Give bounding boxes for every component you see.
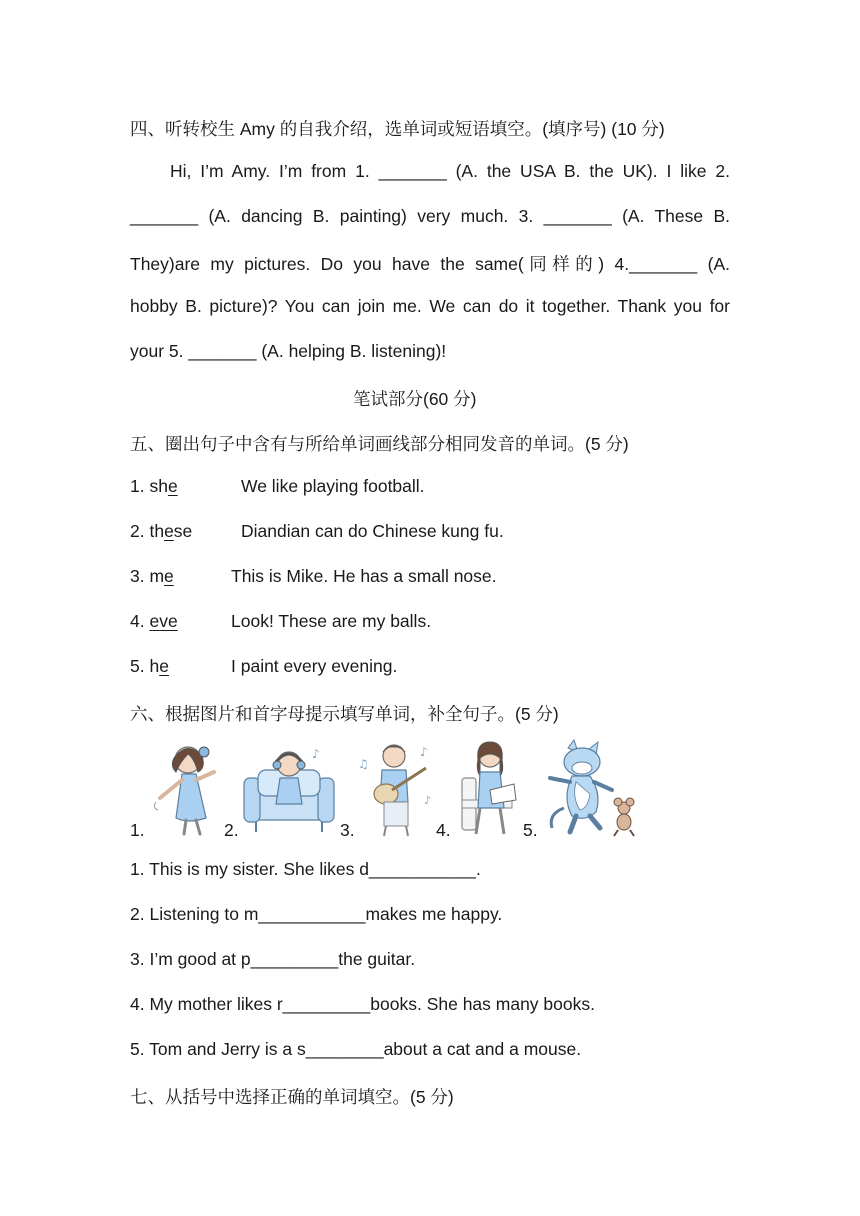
section-7-heading: 七、从括号中选择正确的单词填空。(5 分) xyxy=(130,1087,454,1107)
phonics-sentence: Diandian can do Chinese kung fu. xyxy=(241,521,504,541)
section-4-heading: 四、听转校生 Amy 的自我介绍，选单词或短语填空。(填序号) (10 分) xyxy=(130,119,665,139)
picture-number: 2. xyxy=(224,820,239,840)
woman-reading-icon xyxy=(456,738,522,838)
phonics-item-3 xyxy=(130,566,730,590)
fill-sentence-2: 2. Listening to m___________makes me happy. xyxy=(130,904,503,924)
fill-sentence-4: 4. My mother likes r_________books. She has many books. xyxy=(130,994,595,1014)
fill-sentence-1: 1. This is my sister. She likes d___________. xyxy=(130,859,481,879)
given-word: 4. eve xyxy=(130,611,178,631)
passage-line-2: _______ (A. dancing B. painting) very much. 3. _______ (A. These B. xyxy=(130,206,730,226)
passage-line-1: Hi, I’m Amy. I’m from 1. _______ (A. the USA B. the UK). I like 2. xyxy=(170,161,730,181)
given-word: 2. these xyxy=(130,521,193,541)
section-5-heading: 五、圈出句子中含有与所给单词画线部分相同发音的单词。(5 分) xyxy=(130,434,629,454)
passage-line-4: hobby B. picture)? You can join me. We can do it together. Thank you for xyxy=(130,296,730,316)
cat-and-mouse-icon xyxy=(542,738,648,838)
phonics-sentence: We like playing football. xyxy=(241,476,425,496)
phonics-item-1 xyxy=(130,476,730,500)
passage-line-3: They)are my pictures. Do you have the same(同样的) 4._______ (A. xyxy=(130,254,730,274)
picture-row xyxy=(130,738,650,843)
picture-number: 1. xyxy=(130,820,145,840)
svg-text:♫: ♫ xyxy=(358,757,369,771)
section-6-heading: 六、根据图片和首字母提示填写单词，补全句子。(5 分) xyxy=(130,704,559,724)
boy-playing-guitar-icon xyxy=(354,738,438,838)
written-part-title: 笔试部分(60 分) xyxy=(353,389,477,409)
picture-number: 4. xyxy=(436,820,451,840)
given-word: 1. she xyxy=(130,476,178,496)
phonics-sentence: Look! These are my balls. xyxy=(231,611,432,631)
passage-line-5: your 5. _______ (A. helping B. listening)! xyxy=(130,341,447,361)
phonics-item-4 xyxy=(130,611,730,635)
svg-text:♪: ♪ xyxy=(312,747,320,761)
fill-sentence-3: 3. I’m good at p_________the guitar. xyxy=(130,949,416,969)
phonics-item-2 xyxy=(130,521,730,545)
given-word: 3. me xyxy=(130,566,174,586)
phonics-sentence: This is Mike. He has a small nose. xyxy=(231,566,497,586)
phonics-item-5 xyxy=(130,656,730,680)
girl-dancing-icon xyxy=(148,738,230,838)
picture-number: 5. xyxy=(523,820,538,840)
girl-listening-music-icon xyxy=(242,738,336,838)
svg-text:♪: ♪ xyxy=(420,745,428,759)
fill-sentence-5: 5. Tom and Jerry is a s________about a cat and a mouse. xyxy=(130,1039,582,1059)
picture-number: 3. xyxy=(340,820,355,840)
phonics-sentence: I paint every evening. xyxy=(231,656,398,676)
given-word: 5. he xyxy=(130,656,169,676)
svg-text:♪: ♪ xyxy=(424,794,432,807)
